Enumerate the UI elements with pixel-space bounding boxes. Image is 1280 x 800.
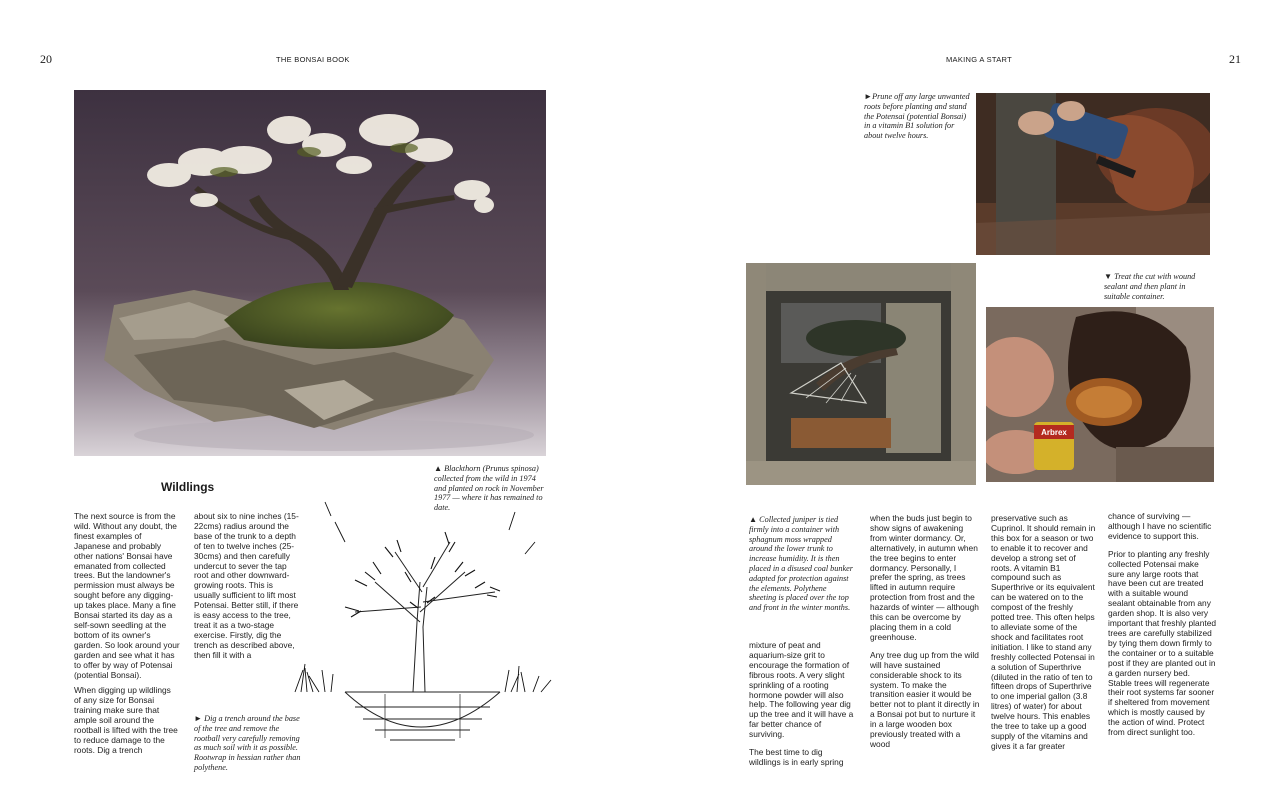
paragraph: The next source is from the wild. Without any doubt, the finest examples of Japanese and probably other nations' Bonsai have emanated from collected trees. But the landowner's permission must always be sought before any digging-up takes place. Many a fine Bonsai started its day as a self-sown seedling at the bottom of its owner's garden. So look around your garden and see what it has to offer by way of Potensai (potential Bonsai). xyxy=(74,511,180,680)
juniper-bunker-photo xyxy=(746,263,976,485)
right-column-3: preservative such as Cuprinol. It should remain in this box for a season or two to enable it to recover and develop a strong set of roots. A vitamin B1 compound such as Superthrive or its equivalent can be watered on to the compost of the freshly potted tree. This often helps to alleviate some of the shock and facilitates root initiation. I like to stand any freshly collected Potensai in a solution of Superthrive (diluted in the ratio of ten to fifteen drops of Superthrive to one imperial gallon (3.8 litres) of water) for about twelve hours. This enables the tree to take up a good supply of the vitamins and gives it a far greater xyxy=(991,513,1096,751)
paragraph: chance of surviving — although I have no scientific evidence to support this. xyxy=(1108,511,1212,541)
trench-drawing-illustration xyxy=(285,462,555,762)
juniper-caption: ▲ Collected juniper is tied firmly into a container with sphagnum moss wrapped around the lower trunk to increase humidity. It is then placed in a disused coal bunker adapted for protection against the elements. Polythene sheeting is placed over the top and front in the winter months. xyxy=(749,515,853,613)
paragraph: Prior to planting any freshly collected Potensai make sure any large roots that have been cut are treated with a suitable wound sealant obtainable from any garden shop. It is also very important that freshly planted trees are carefully stabilized by tying them down firmly to the container or to a suitable post if they are planted out in a garden nursery bed. Stable trees will regenerate their root systems far sooner if sheltered from movement which is mostly caused by the action of wind. Protect from direct sunlight too. xyxy=(1108,548,1217,738)
page-number-left: 20 xyxy=(40,52,52,66)
wound-sealant-caption: ▼ Treat the cut with wound sealant and then plant in suitable container. xyxy=(1104,272,1196,301)
right-column-4 xyxy=(1108,512,1216,744)
paragraph: The best time to dig wildlings is in early spring xyxy=(749,747,844,767)
running-head-left: THE BONSAI BOOK xyxy=(276,55,350,64)
blackthorn-caption: ▲ Blackthorn (Prunus spinosa) collected from the wild in 1974 and planted on rock in November 1977 — where it has remained to date. xyxy=(434,464,544,513)
right-column-2 xyxy=(870,514,980,756)
running-head-right: MAKING A START xyxy=(946,55,1013,64)
blackthorn-bonsai-photo xyxy=(74,90,546,456)
sealant-tin-label: Arbrex xyxy=(1041,428,1067,437)
paragraph: mixture of peat and aquarium-size grit to encourage the formation of fibrous roots. A very slight sprinkling of a rooting hormone powder will also help. The following year dig up the tree and it will have a far better chance of surviving. xyxy=(749,640,854,740)
pruning-roots-photo xyxy=(976,93,1210,255)
left-column-1 xyxy=(74,512,180,762)
trench-caption: ► Dig a trench around the base of the tree and remove the rootball very carefully removing as much soil with it as possible. Rootwrap in hessian rather than polythene. xyxy=(194,714,301,772)
right-column-1 xyxy=(749,641,855,774)
page-number-right: 21 xyxy=(1229,52,1241,66)
paragraph: When digging up wildlings of any size for Bonsai training make sure that ample soil around the rootball is lifted with the tree to reduce damage to the roots. Dig a trench xyxy=(74,685,178,755)
section-heading: Wildlings xyxy=(161,480,215,494)
paragraph: Any tree dug up from the wild will have sustained considerable shock to its system. To make the transition easier it would be better not to plant it directly in a Bonsai pot but to nurture it in a large wooden box previously treated with a wood xyxy=(870,649,980,749)
wound-sealant-photo xyxy=(986,307,1214,482)
left-column-2: about six to nine inches (15-22cms) radius around the base of the trunk to a depth of ten to twelve inches (25-30cms) and then carefully undercut to sever the tap root and other downward-growing roots. This is usually sufficient to lift most Potensai. Better still, if there is easy access to the tree, treat it as a two-stage exercise. Firstly, dig the trench as described above, then fill it with a xyxy=(194,511,299,660)
pruning-caption: ►Prune off any large unwanted roots before planting and stand the Potensai (potential Bonsai) in a vitamin B1 solution for about twelve hours. xyxy=(864,92,970,141)
paragraph: when the buds just begin to show signs of awakening from winter dormancy. Or, alternatively, in autumn when the tree begins to enter dormancy. Personally, I prefer the spring, as trees lifted in autumn require protection from frost and the hazards of winter — although this can be overcome by placing them in a cold greenhouse. xyxy=(870,513,979,642)
